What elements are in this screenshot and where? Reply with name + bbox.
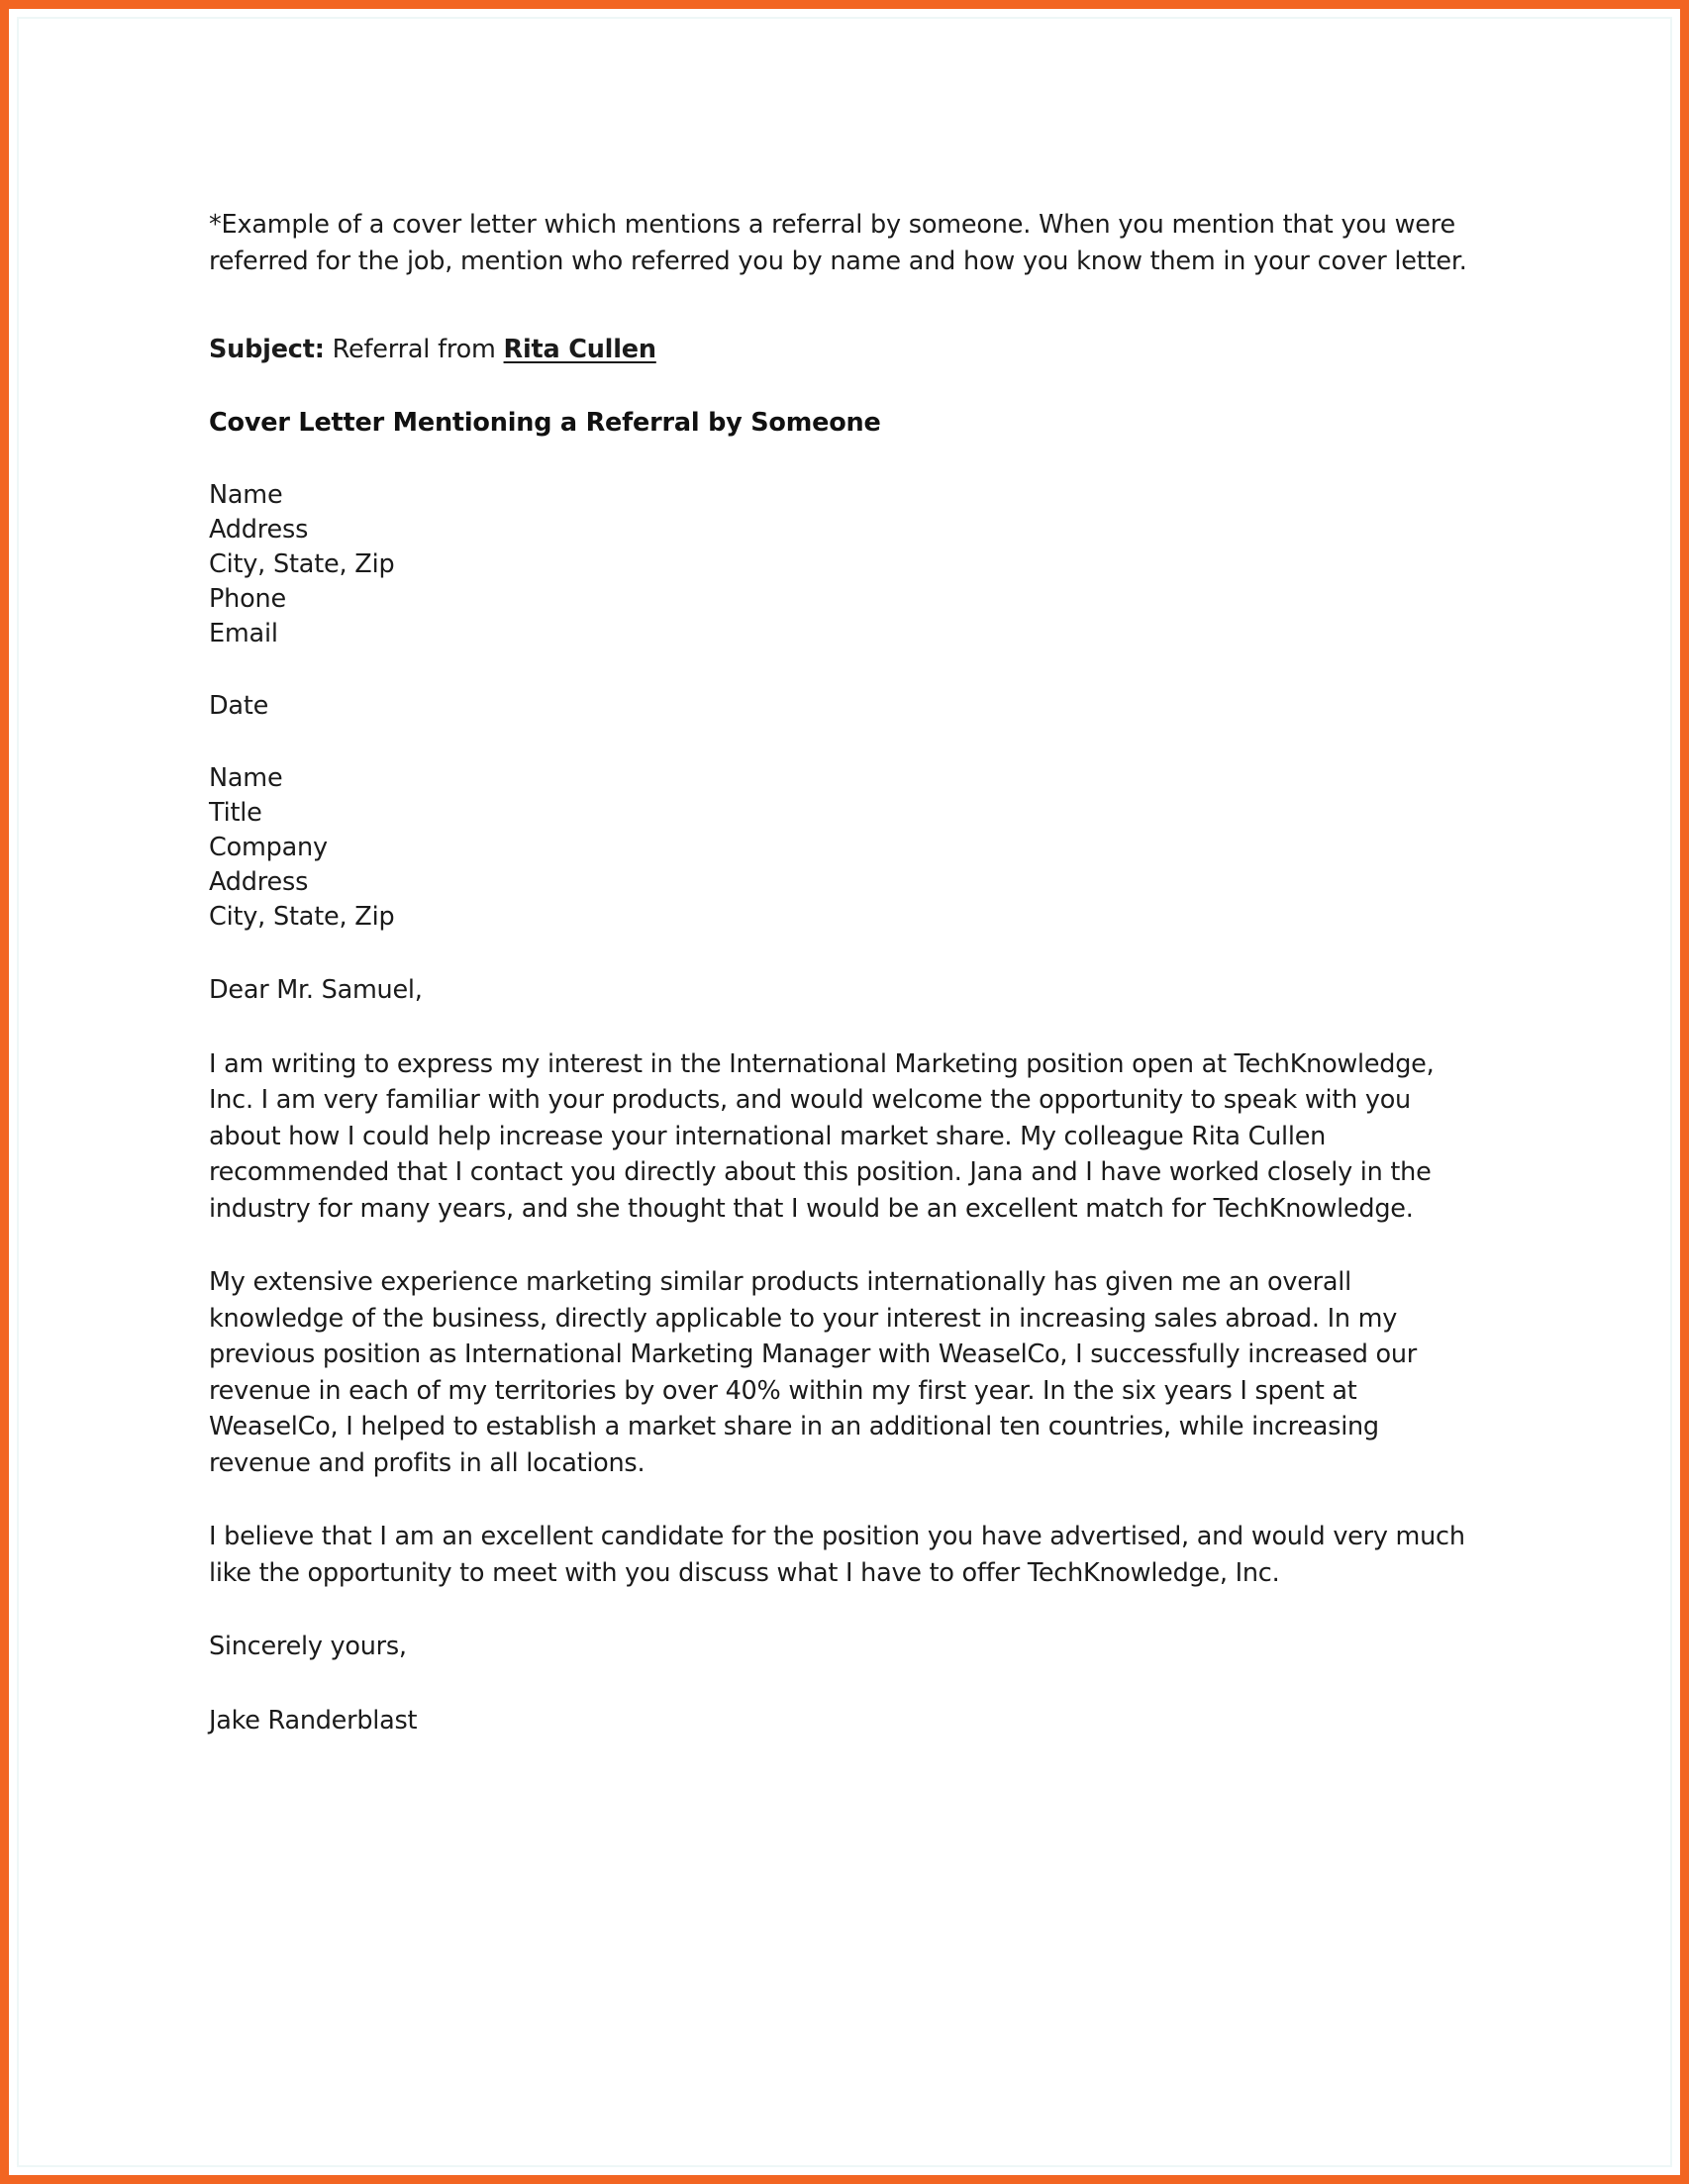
sender-line: Address [209,515,309,545]
spacer [209,280,1484,332]
subject-referrer: Rita Cullen [503,335,656,364]
letter-content [209,207,1484,1738]
spacer [209,1591,1484,1629]
signature-name: Jake Randerblast [209,1705,418,1736]
sender-line: Email [209,619,278,648]
recipient-line: Title [209,798,262,828]
page-title: Cover Letter Mentioning a Referral by Someone [209,408,881,438]
closing-line: Sincerely yours, [209,1632,407,1661]
subject-line [209,332,1484,368]
example-note: *Example of a cover letter which mentions a referral by someone. When you mention that you were referred for the job, mention who referred you by name and how you know them in your cover letter. [209,210,1467,276]
subject-text: Referral from [324,335,504,364]
spacer [209,368,1484,405]
recipient-line: City, State, Zip [209,902,395,932]
spacer [209,651,1484,689]
body-paragraph-1: I am writing to express my interest in the International Marketing position open at TechKnowledge, Inc. I am very familiar with your products, and would welcome the opportunity to speak with you about how I could help increase your international market share. My colleague Rita Cullen recommended that I contact you directly about this position. Jana and I have worked closely in the industry for many years, and she thought that I would be an excellent match for TechKnowledge. [209,1048,1435,1224]
sender-line: Name [209,480,283,510]
subject-label: Subject: [209,335,325,364]
spacer [209,1009,1484,1046]
salutation: Dear Mr. Samuel, [209,975,423,1005]
date-line: Date [209,691,269,721]
recipient-line: Company [209,833,328,862]
sender-line: City, State, Zip [209,549,395,579]
body-paragraph-2: My extensive experience marketing similar products internationally has given me an overall knowledge of the business, directly applicable to your interest in increasing sales abroad. In my previous position as International Marketing Manager with WeaselCo, I successfully increased our revenue in each of my territories by over 40% within my first year. In the six years I spent at WeaselCo, I helped to establish a market share in an additional ten countries, while increasing revenue and profits in all locations. [209,1267,1417,1478]
spacer [209,724,1484,761]
sender-address-block [209,478,1484,651]
spacer [209,1227,1484,1264]
page-sheet [17,17,1672,2167]
spacer [209,442,1484,478]
recipient-line: Address [209,867,309,897]
spacer [209,935,1484,972]
body-paragraph-3: I believe that I am an excellent candidate for the position you have advertised, and would very much like the opportunity to meet with you discuss what I have to offer TechKnowledge, Inc. [209,1522,1465,1588]
spacer [209,1665,1484,1703]
recipient-line: Name [209,763,283,793]
recipient-address-block [209,761,1484,935]
spacer [209,1481,1484,1519]
sender-line: Phone [209,584,286,614]
